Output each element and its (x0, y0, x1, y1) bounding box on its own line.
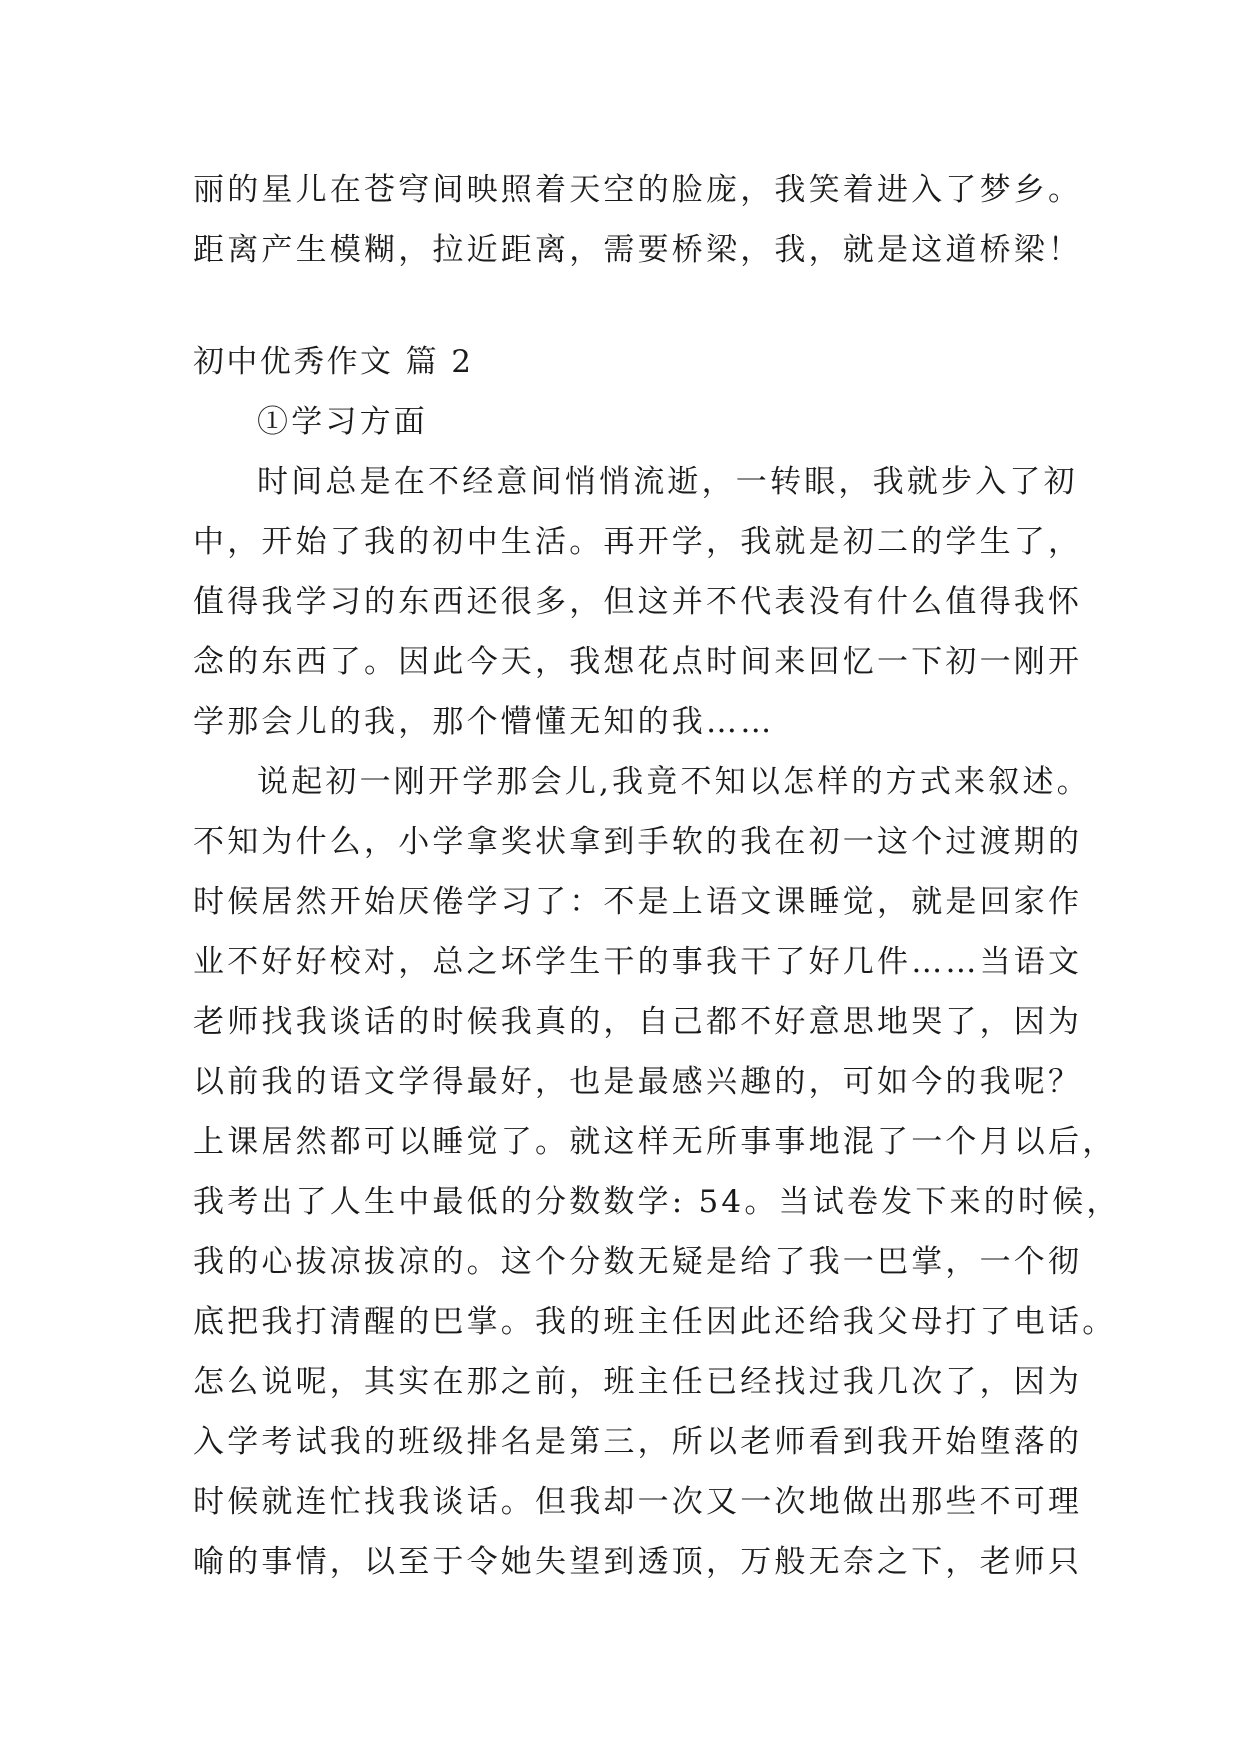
section-title: 初中优秀作文 篇 2 (193, 344, 474, 380)
text-line: 值得我学习的东西还很多，但这并不代表没有什么值得我怀 (193, 584, 1083, 620)
text-line: 学那会儿的我，那个懵懂无知的我…… (193, 704, 775, 740)
text-line: 我考出了人生中最低的分数数学: 54。当试卷发下来的时候， (193, 1184, 1121, 1220)
text-line: 时候居然开始厌倦学习了：不是上语文课睡觉，就是回家作 (193, 884, 1083, 920)
text-line: 上课居然都可以睡觉了。就这样无所事事地混了一个月以后， (193, 1124, 1117, 1160)
text-line: 老师找我谈话的时候我真的，自己都不好意思地哭了，因为 (193, 1004, 1083, 1040)
text-line: 距离产生模糊，拉近距离，需要桥梁，我，就是这道桥梁！ (193, 232, 1083, 268)
text-line: 中，开始了我的初中生活。再开学，我就是初二的学生了， (193, 524, 1083, 560)
text-line: 丽的星儿在苍穹间映照着天空的脸庞，我笑着进入了梦乡。 (193, 172, 1083, 208)
text-line: 时候就连忙找我谈话。但我却一次又一次地做出那些不可理 (193, 1484, 1083, 1520)
text-line: 我的心拔凉拔凉的。这个分数无疑是给了我一巴掌，一个彻 (193, 1244, 1083, 1280)
text-line: 念的东西了。因此今天，我想花点时间来回忆一下初一刚开 (193, 644, 1083, 680)
text-line: 底把我打清醒的巴掌。我的班主任因此还给我父母打了电话。 (193, 1304, 1117, 1340)
text-line: 怎么说呢，其实在那之前，班主任已经找过我几次了，因为 (193, 1364, 1083, 1400)
text-line: 喻的事情，以至于令她失望到透顶，万般无奈之下，老师只 (193, 1544, 1083, 1580)
subheading: ①学习方面 (257, 404, 428, 440)
text-line: 不知为什么，小学拿奖状拿到手软的我在初一这个过渡期的 (193, 824, 1083, 860)
text-line: 说起初一刚开学那会儿,我竟不知以怎样的方式来叙述。 (257, 764, 1091, 800)
text-line: 业不好好校对，总之坏学生干的事我干了好几件……当语文 (193, 944, 1083, 980)
text-line: 入学考试我的班级排名是第三，所以老师看到我开始堕落的 (193, 1424, 1083, 1460)
text-line: 时间总是在不经意间悄悄流逝，一转眼，我就步入了初 (257, 464, 1078, 500)
text-line: 以前我的语文学得最好，也是最感兴趣的，可如今的我呢？ (193, 1064, 1083, 1100)
document-page (193, 160, 1121, 1592)
